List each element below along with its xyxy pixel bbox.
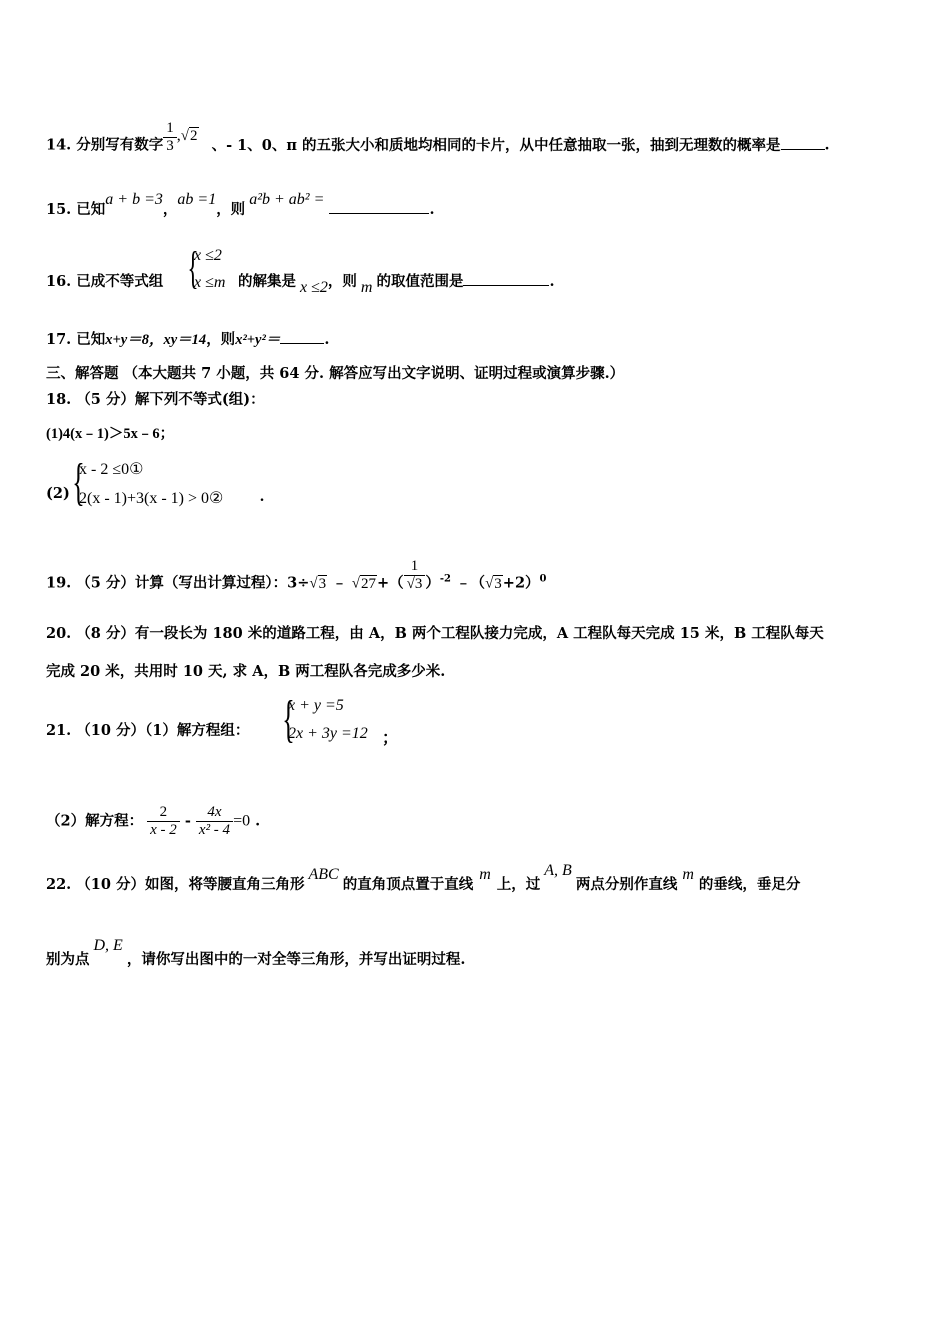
q14-number: 14. bbox=[46, 136, 72, 154]
q19-fraction: $\frac{1}{√3}$ bbox=[404, 558, 426, 593]
question-18-header: 18. （5 分）解下列不等式(组)： bbox=[46, 391, 265, 408]
q15-answer-blank[interactable] bbox=[329, 200, 429, 214]
question-21-header: 21. （10 分）（1）解方程组： bbox=[46, 722, 250, 739]
q19-sqrt-3: √3 bbox=[309, 575, 327, 592]
q19-sqrt-3b: √3 bbox=[485, 575, 502, 592]
q18-system-row1: x - 2 ≤0① bbox=[79, 461, 144, 478]
q19-sqrt-27: √27 bbox=[351, 575, 376, 592]
q21-brace: { bbox=[282, 691, 295, 748]
q21-fraction-1: $\frac{2}{x - 2}$ bbox=[147, 804, 180, 839]
q14-fraction: $\frac{1}{3}$ bbox=[163, 120, 177, 155]
q16-brace: { bbox=[187, 242, 199, 293]
q14-sqrt: √2 bbox=[180, 127, 198, 144]
q16-system-row2: x ≤m bbox=[194, 274, 226, 291]
q21-system-row1: x + y =5 bbox=[288, 697, 344, 714]
q15-number: 15. bbox=[46, 201, 72, 218]
q14-answer-blank[interactable] bbox=[781, 136, 825, 150]
question-15: 15. 已知a + b =3，ab =1，则a²b + ab² = . bbox=[46, 191, 435, 218]
q17-number: 17. bbox=[46, 331, 72, 348]
q16-system-row1: x ≤2 bbox=[194, 247, 222, 264]
question-22-line1: 22. （10 分）如图，将等腰直角三角形ABC的直角顶点置于直线m上，过A, B两点分别作直线m的垂线，垂足分 bbox=[46, 862, 801, 893]
question-18-part2-label: (2) bbox=[46, 485, 70, 502]
q21-system-row2: 2x + 3y =12 bbox=[288, 725, 368, 742]
question-22-line2: 别为点D, E，请你写出图中的一对全等三角形，并写出证明过程. bbox=[46, 937, 466, 968]
question-17: 17. 已知x+y＝8，xy＝14，则x²+y²＝ . bbox=[46, 331, 330, 348]
q18-brace: { bbox=[72, 454, 85, 511]
question-18-part1: (1)4(x﹣1)＞5x﹣6； bbox=[46, 426, 175, 442]
q16-number: 16. bbox=[46, 273, 72, 290]
question-20-line2: 完成 20 米，共用时 10 天, 求 A，B 两工程队各完成多少米. bbox=[46, 663, 446, 680]
q18-system-row2: 2(x - 1)+3(x - 1) > 0② bbox=[79, 490, 224, 507]
question-19: 19. （5 分）计算（写出计算过程）：3÷√3 ﹣ √27+（ $\frac{1}{√3}$ ）$^{-2}$ $﹣(√3+2)^0$ bbox=[46, 558, 547, 592]
question-16-rest: 的解集是 x ≤2，则 m 的取值范围是 . bbox=[238, 273, 555, 296]
question-16: 16. 已成不等式组 bbox=[46, 273, 164, 290]
question-14: 14. 分别写有数字 $\frac{1}{3}$ ,√2 、- 1、0、π 的五张大小和质地均相同的卡片，从中任意抽取一张，抽到无理数的概率是 . bbox=[46, 120, 830, 154]
section-title: 三、解答题 （本大题共 7 小题，共 64 分. 解答应写出文字说明、证明过程或演算步骤.） bbox=[46, 365, 625, 382]
q21-fraction-2: $\frac{4x}{\text{x² - 4}}$ bbox=[196, 804, 233, 839]
question-20-line1: 20. （8 分）有一段长为 180 米的道路工程，由 A，B 两个工程队接力完成，A 工程队每天完成 15 米，B 工程队每天 bbox=[46, 625, 824, 642]
q16-answer-blank[interactable] bbox=[463, 272, 549, 286]
question-21-part2: （2）解方程： $\frac{2}{x - 2}$ - $\frac{4x}{\text{x² - 4}}$ =0 . bbox=[46, 804, 261, 838]
q17-answer-blank[interactable] bbox=[280, 330, 324, 344]
